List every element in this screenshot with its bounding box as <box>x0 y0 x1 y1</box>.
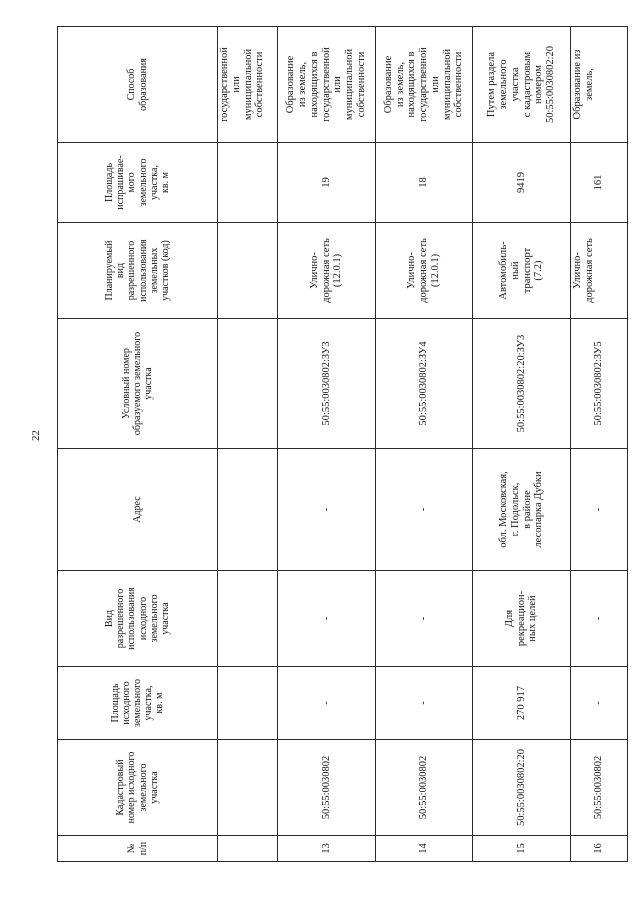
cadastral-number-cell: 50:55:0030802 <box>278 740 376 836</box>
empty-cell <box>218 319 278 449</box>
table-row <box>571 27 628 862</box>
new-plot-number-cell: 50:55:0030802:ЗУ5 <box>571 319 628 449</box>
address-cell: - <box>278 449 376 571</box>
header-cell-address: Адрес <box>58 449 218 571</box>
row-number-cell: 14 <box>376 836 473 862</box>
new-area-cell: 161 <box>571 143 628 223</box>
page-number: 22 <box>30 430 42 441</box>
source-area-cell: - <box>571 667 628 740</box>
planned-use-cell: Улично- дорожная сеть (12.0.1) <box>278 223 376 319</box>
empty-cell <box>218 449 278 571</box>
header-cell-num: № п/п <box>58 836 218 862</box>
row-number-cell: 16 <box>571 836 628 862</box>
empty-cell <box>218 740 278 836</box>
rotated-table-container <box>57 27 605 862</box>
address-cell: - <box>571 449 628 571</box>
empty-cell <box>218 667 278 740</box>
header-cell-planned-use: Планируемый вид разрешенного использования земельных участков (код) <box>58 223 218 319</box>
address-cell: обл. Московская, г. Подольск, в районе лесопарка Дубки <box>473 449 571 571</box>
planned-use-cell: Автомобиль- ный транспорт (7.2) <box>473 223 571 319</box>
new-area-cell: 19 <box>278 143 376 223</box>
new-plot-number-cell: 50:55:0030802:20:ЗУ3 <box>473 319 571 449</box>
table-row-continuation <box>218 27 278 862</box>
table-frame <box>57 27 605 862</box>
source-area-cell: - <box>278 667 376 740</box>
empty-cell <box>218 836 278 862</box>
header-cell-area-source: Площадь исходного земельного участка, кв. м <box>58 667 218 740</box>
empty-cell <box>218 223 278 319</box>
new-area-cell: 18 <box>376 143 473 223</box>
row-number-cell: 15 <box>473 836 571 862</box>
planned-use-cell: Улично- дорожная сеть <box>571 223 628 319</box>
method-cell: Образование из земель, находящихся в государственной или муниципальной собственности <box>278 27 376 143</box>
table-row <box>376 27 473 862</box>
source-area-cell: - <box>376 667 473 740</box>
source-use-cell: Для рекреацион- ных целей <box>473 571 571 667</box>
header-cell-use-source: Вид разрешенного использования исходного земельного участка <box>58 571 218 667</box>
table-row <box>473 27 571 862</box>
method-cell: Путем раздела земельного участка с кадастровым номером 50:55:0030802:20 <box>473 27 571 143</box>
source-area-cell: 270 917 <box>473 667 571 740</box>
source-use-cell: - <box>571 571 628 667</box>
land-plots-table <box>57 26 628 862</box>
row-number-cell: 13 <box>278 836 376 862</box>
new-plot-number-cell: 50:55:0030802:ЗУ4 <box>376 319 473 449</box>
header-cell-area-new: Площадь испрашивае- мого земельного участка, кв. м <box>58 143 218 223</box>
planned-use-cell: Улично- дорожная сеть (12.0.1) <box>376 223 473 319</box>
source-use-cell: - <box>278 571 376 667</box>
new-area-cell: 9419 <box>473 143 571 223</box>
method-cell: Образование из земель, находящихся в государственной или муниципальной собственности <box>376 27 473 143</box>
cadastral-number-cell: 50:55:0030802:20 <box>473 740 571 836</box>
table-row <box>278 27 376 862</box>
empty-cell <box>218 143 278 223</box>
header-cell-method: Способ образования <box>58 27 218 143</box>
method-cell: государственной или муниципальной собственности <box>218 27 278 143</box>
method-cell: Образование из земель, <box>571 27 628 143</box>
header-row <box>58 27 218 862</box>
header-cell-cadastral: Кадастровый номер исходного земельного участка <box>58 740 218 836</box>
new-plot-number-cell: 50:55:0030802:ЗУ3 <box>278 319 376 449</box>
header-cell-new-number: Условный номер образуемого земельного участка <box>58 319 218 449</box>
empty-cell <box>218 571 278 667</box>
source-use-cell: - <box>376 571 473 667</box>
cadastral-number-cell: 50:55:0030802 <box>376 740 473 836</box>
cadastral-number-cell: 50:55:0030802 <box>571 740 628 836</box>
address-cell: - <box>376 449 473 571</box>
